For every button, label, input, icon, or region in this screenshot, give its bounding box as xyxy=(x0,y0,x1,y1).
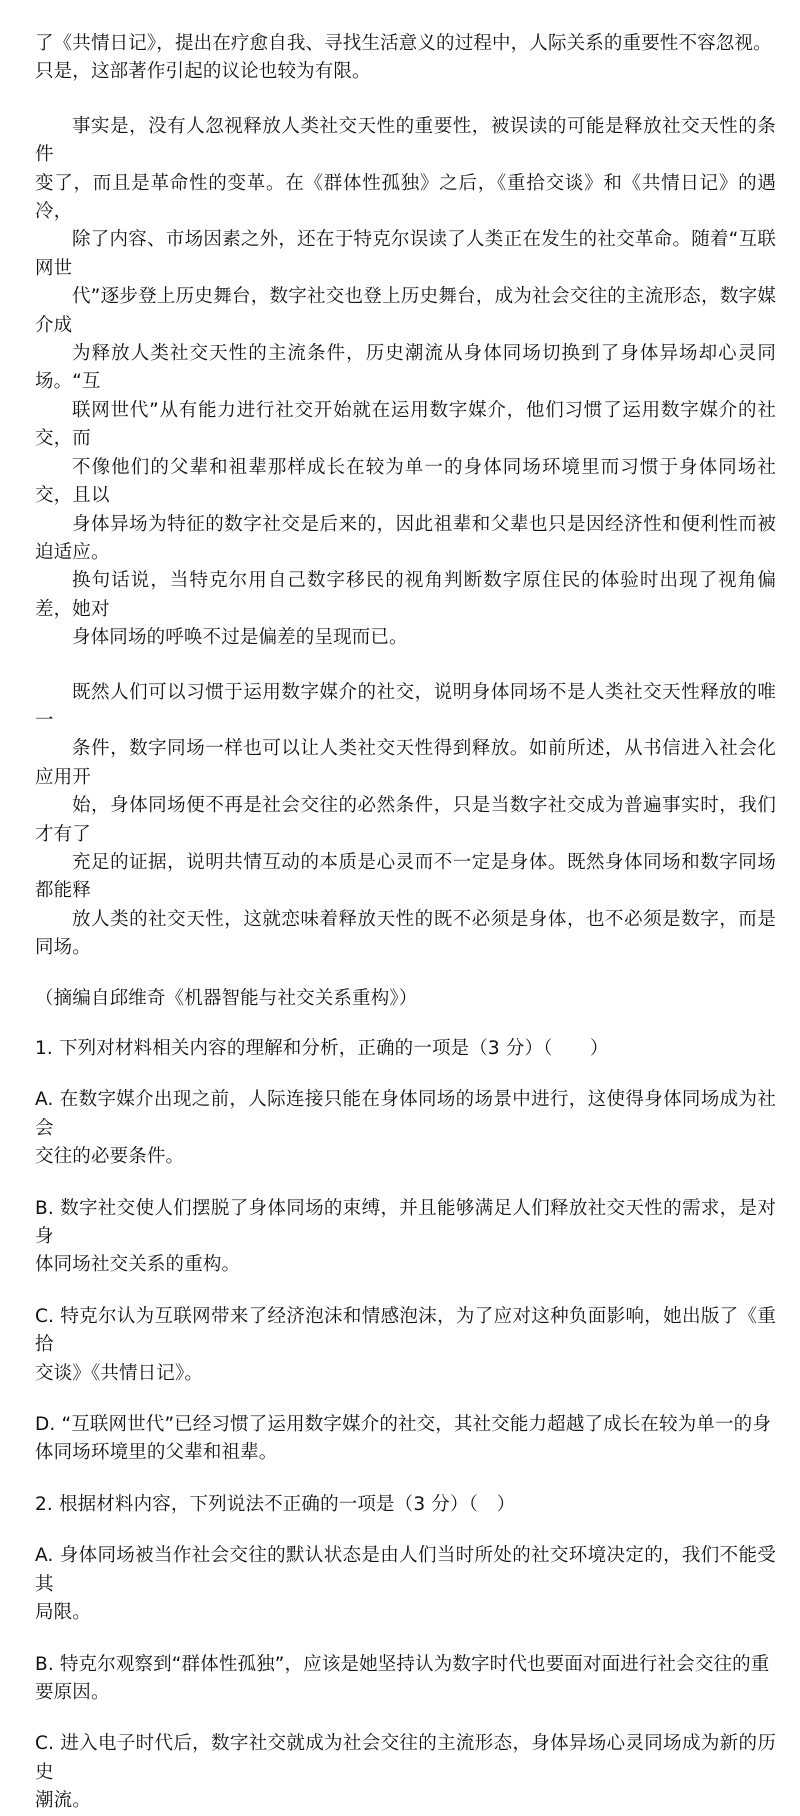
text-line: C. 特克尔认为互联网带来了经济泡沫和情感泡沫，为了应对这种负面影响，她出版了《重拾 xyxy=(35,1305,776,1356)
text-line: 只是，这部著作引起的议论也较为有限。 xyxy=(35,61,371,83)
text-line: 始，身体同场便不再是社会交往的必然条件，只是当数字社交成为普遍事实时，我们才有了 xyxy=(35,795,776,845)
text-line: D. “互联网世代”已经习惯了运用数字媒介的社交，其社交能力超越了成长在较为单一的身 xyxy=(35,1414,771,1436)
text-line: 局限。 xyxy=(35,1602,91,1624)
text-line: C. 进入电子时代后，数字社交就成为社会交往的主流形态，身体异场心灵同场成为新的历史 xyxy=(35,1733,776,1783)
question-1-stem: 1. 下列对材料相关内容的理解和分析，正确的一项是（3 分）（ ） xyxy=(35,1038,609,1059)
passage-paragraph-1 xyxy=(35,30,776,87)
question-2-option-a xyxy=(35,1542,776,1627)
text-line: 联网世代”从有能力进行社交开始就在运用数字媒介，他们习惯了运用数字媒介的社交，而 xyxy=(35,399,776,450)
question-2-option-c xyxy=(35,1730,776,1815)
text-line: 除了内容、市场因素之外，还在于特克尔误读了人类正在发生的社交革命。随着“互联网世 xyxy=(35,229,776,279)
text-line: 交往的必要条件。 xyxy=(35,1146,185,1168)
source-citation: （摘编自邱维奇《机器智能与社交关系重构》） xyxy=(35,987,418,1009)
question-1-option-c xyxy=(35,1303,776,1388)
question-1-option-a xyxy=(35,1086,776,1171)
question-2-option-b xyxy=(35,1651,776,1708)
text-line: 身体同场的呼唤不过是偏差的呈现而已。 xyxy=(72,627,408,649)
text-line: 身体异场为特征的数字社交是后来的，因此祖辈和父辈也只是因经济性和便利性而被迫适应。 xyxy=(35,513,776,563)
text-line: 事实是，没有人忽视释放人类社交天性的重要性，被误读的可能是释放社交天性的条件 xyxy=(35,115,776,166)
text-line: 不像他们的父辈和祖辈那样成长在较为单一的身体同场环境里而习惯于身体同场社交，且以 xyxy=(35,456,776,507)
passage-paragraph-2 xyxy=(35,113,776,653)
passage-paragraph-3 xyxy=(35,679,776,963)
text-line: 既然人们可以习惯于运用数字媒介的社交，说明身体同场不是人类社交天性释放的唯一 xyxy=(35,681,776,731)
text-line: 代”逐步登上历史舞台，数字社交也登上历史舞台，成为社会交往的主流形态，数字媒介成 xyxy=(35,286,776,336)
question-2-stem: 2. 根据材料内容，下列说法不正确的一项是（3 分）（ ） xyxy=(35,1493,516,1515)
question-1-option-b xyxy=(35,1195,776,1280)
text-line: 交谈》《共情日记》。 xyxy=(35,1362,204,1384)
text-line: A. 在数字媒介出现之前，人际连接只能在身体同场的场景中进行，这使得身体同场成为社会 xyxy=(35,1089,776,1139)
text-line: 潮流。 xyxy=(35,1790,91,1812)
text-line: 要原因。 xyxy=(35,1681,110,1703)
text-line: 了《共情日记》，提出在疗愈自我、寻找生活意义的过程中，人际关系的重要性不容忽视。 xyxy=(35,33,772,54)
text-line: 变了，而且是革命性的变革。在《群体性孤独》之后，《重拾交谈》和《共情日记》的遇冷， xyxy=(35,172,776,223)
text-line: 换句话说，当特克尔用自己数字移民的视角判断数字原住民的体验时出现了视角偏差，她对 xyxy=(35,570,776,620)
text-line: B. 数字社交使人们摆脱了身体同场的束缚，并且能够满足人们释放社交天性的需求，是对身 xyxy=(35,1197,776,1248)
text-line: 放人类的社交天性，这就恋味着释放天性的既不必须是身体，也不必须是数字，而是同场。 xyxy=(35,908,776,959)
text-line: 体同场社交关系的重构。 xyxy=(35,1254,241,1276)
question-1-option-d xyxy=(35,1411,776,1468)
text-line: B. 特克尔观察到“群体性孤独”，应该是她坚持认为数字时代也要面对面进行社会交往的重 xyxy=(35,1653,770,1675)
text-line: 条件，数字同场一样也可以让人类社交天性得到释放。如前所述，从书信进入社会化应用开 xyxy=(35,738,776,788)
text-line: 充足的证据，说明共情互动的本质是心灵而不一定是身体。既然身体同场和数字同场都能释 xyxy=(35,851,776,902)
text-line: A. 身体同场被当作社会交往的默认状态是由人们当时所处的社交环境决定的，我们不能受其 xyxy=(35,1545,776,1595)
text-line: 体同场环境里的父辈和祖辈。 xyxy=(35,1442,278,1464)
text-line: 为释放人类社交天性的主流条件，历史潮流从身体同场切换到了身体异场却心灵同场。“互 xyxy=(35,343,776,393)
